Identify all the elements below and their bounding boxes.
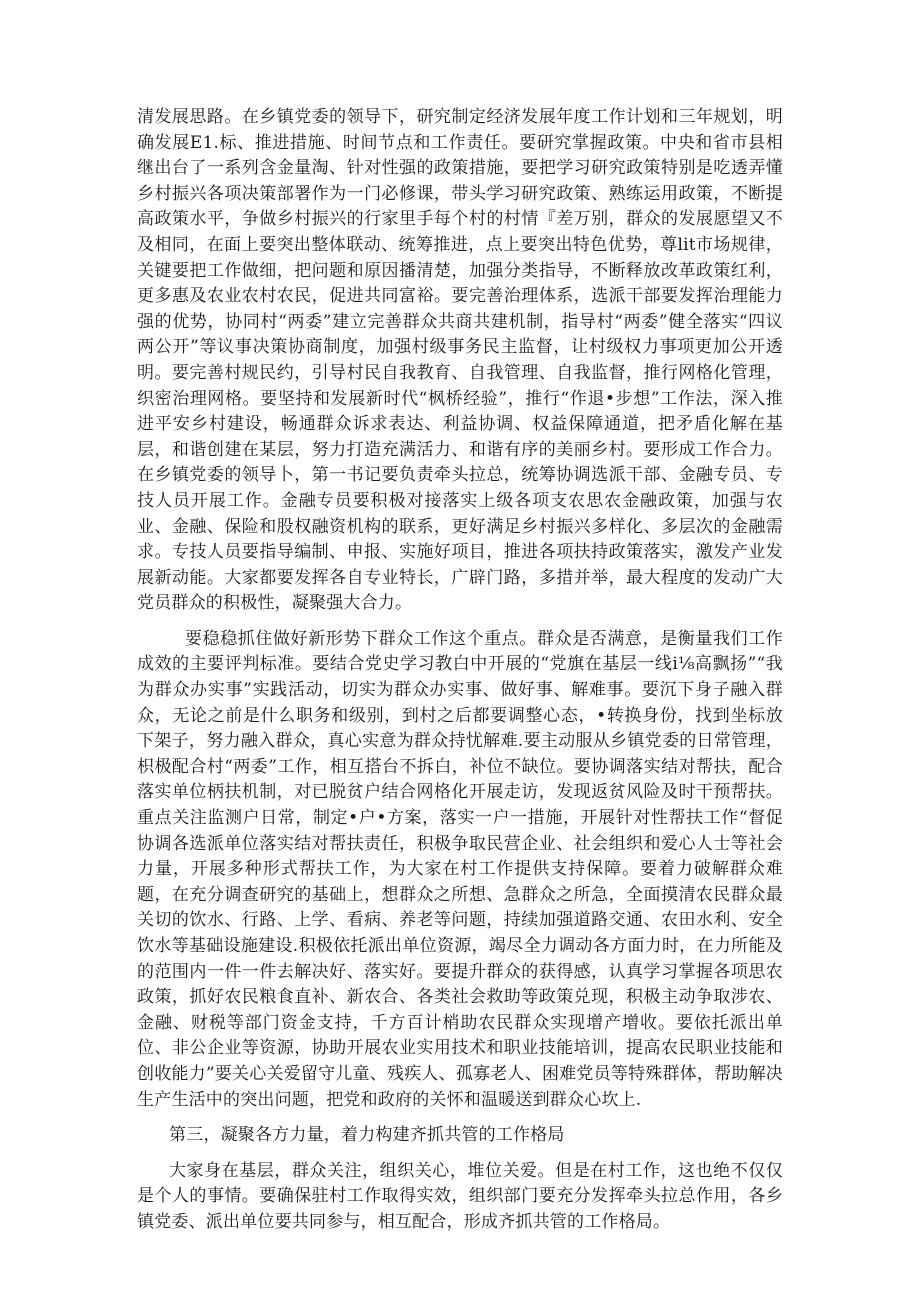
document-page [137, 105, 783, 1236]
body-paragraph: 要稳稳抓住做好新形势下群众工作这个重点。群众是否满意，是衡量我们工作成效的主要评判标准。要结合党史学习教白中开展的“党旗在基层一线i⅛高飘扬”“我为群众办实事”实践活动，切实为群众办实事、做好事、解难事。要沉下身子融入群众，无论之前是什么职务和级别，到村之后都要调整心态，•转换身份，找到坐标放下架子，努力融入群众，真心实意为群众持忧解难.要主动服从乡镇党委的日常管理，枳极配合村“两委”工作，相互搭台不拆白，补位不缺位。要协调落实结对帮扶，配合落实单位柄扶机制，对已脱贫户结合网格化开展走访，发现返贫风险及时干预帮扶。重点关注监测户日常，制定•户•方案，落实一户一措施，开展针对性帮扶工作“督促协调各选派单位落实结对帮扶责任，积极争取民营企业、社会组织和爱心人士等社会力量，开展多种形式帮扶工作，为大家在村工作提供支持保障。要着力破解群众难题，在充分调查研究的基础上，想群众之所想、急群众之所急，全面摸清农民群众最关切的饮水、行路、上学、看病、养老等问题，持续加强道路交通、农田水利、安全饮水等基础设施建设.积极依托派出单位资源，竭尽全力调动各方面力时，在力所能及的范围内一件一件去解决好、落实好。要提升群众的获得感，认真学习掌握各项思农政策，抓好农民粮食直补、新农合、各类社会救助等政策兑现，积极主动争取涉农、金融、财税等部门资金支持，千方百计梢助农民群众实现增产增收。要依托派出单位、非公企业等资源，协助开展农业实用技术和职业技能培训，提高农民职业技能和创收能力”要关心关爱留守儿童、残疾人、孤寡老人、困难党员等特殊群体，帮助解决生产生活中的突出问题，把党和政府的关怀和温暖送到群众心坎上. [137, 628, 783, 1110]
body-paragraph: 清发展思路。在乡镇党委的领导下，研究制定经济发展年度工作计划和三年规划，明确发展E1.标、推进措施、时间节点和工作责任。要研究掌握政策。中央和省市县相继出台了一系列含金量淘、针对性强的政策措施，要把学习研究政策特别是吃透弄懂乡村振兴各项决策部署作为一门必修课，带头学习研究政策、熟练运用政策，不断提高政策水平，争做乡村振兴的行家里手每个村的村情『差万别，群众的发展愿望又不及相同，在面上要突出整体联动、统筹推进，点上要突出特色优势，尊lit市场规律，关键要把工作做细，把问题和原因播清楚，加强分类指导，不断释放改革政策红利，更多惠及农业农村农民，促进共同富裕。要完善治理体系，选派干部要发挥治理能力强的优势，协同村“两委”建立完善群众共商共建机制，指导村“两委”健全落实“四议两公开”等议事决策协商制度，加强村级事务民主监督，让村级权力事项更加公开透明。要完善村规民约，引导村民自我教育、自我管理、自我监督，推行网格化管理，织密治理网格。要坚持和发展新时代“枫桥经验”，推行“作退•步想”工作法，深入推进平安乡村建设，畅通群众诉求表达、利益协调、权益保障通道，把矛盾化解在基层，和谐创建在某层，努力打造充满活力、和谐有序的美丽乡村。要形成工作合力。在乡镇党委的领导卜，第一书记要负责牵头拉总，统筹协调选派干部、金融专员、专技人员开展工作。金融专员要积极对接落实上级各项支农思农金融政策，加强与农业、金融、保险和股权融资机构的联系，更好满足乡村振兴多样化、多层次的金融需求。专技人员要指导编制、申报、实施好项目，推进各项扶持政策落实，激发产业发展新动能。大家都要发挥各自专业特长，广辟门路，多措并举，最大程度的发动广大党员群众的积极性，凝聚强大合力。 [137, 107, 783, 614]
section-heading: 第三，凝聚各方力量，着力构建齐抓共管的工作格局 [169, 1125, 565, 1146]
body-paragraph: 大家身在基层，群众关注，组织关心，堆位关爱。但是在村工作，这也绝不仅仅是个人的事情。要确保驻村工作取得实效，组织部门要充分发挥牵头拉总作用，各乡镇党委、派出单位要共同参与，相互配合，形成齐抓共管的工作格局。 [137, 1160, 783, 1232]
